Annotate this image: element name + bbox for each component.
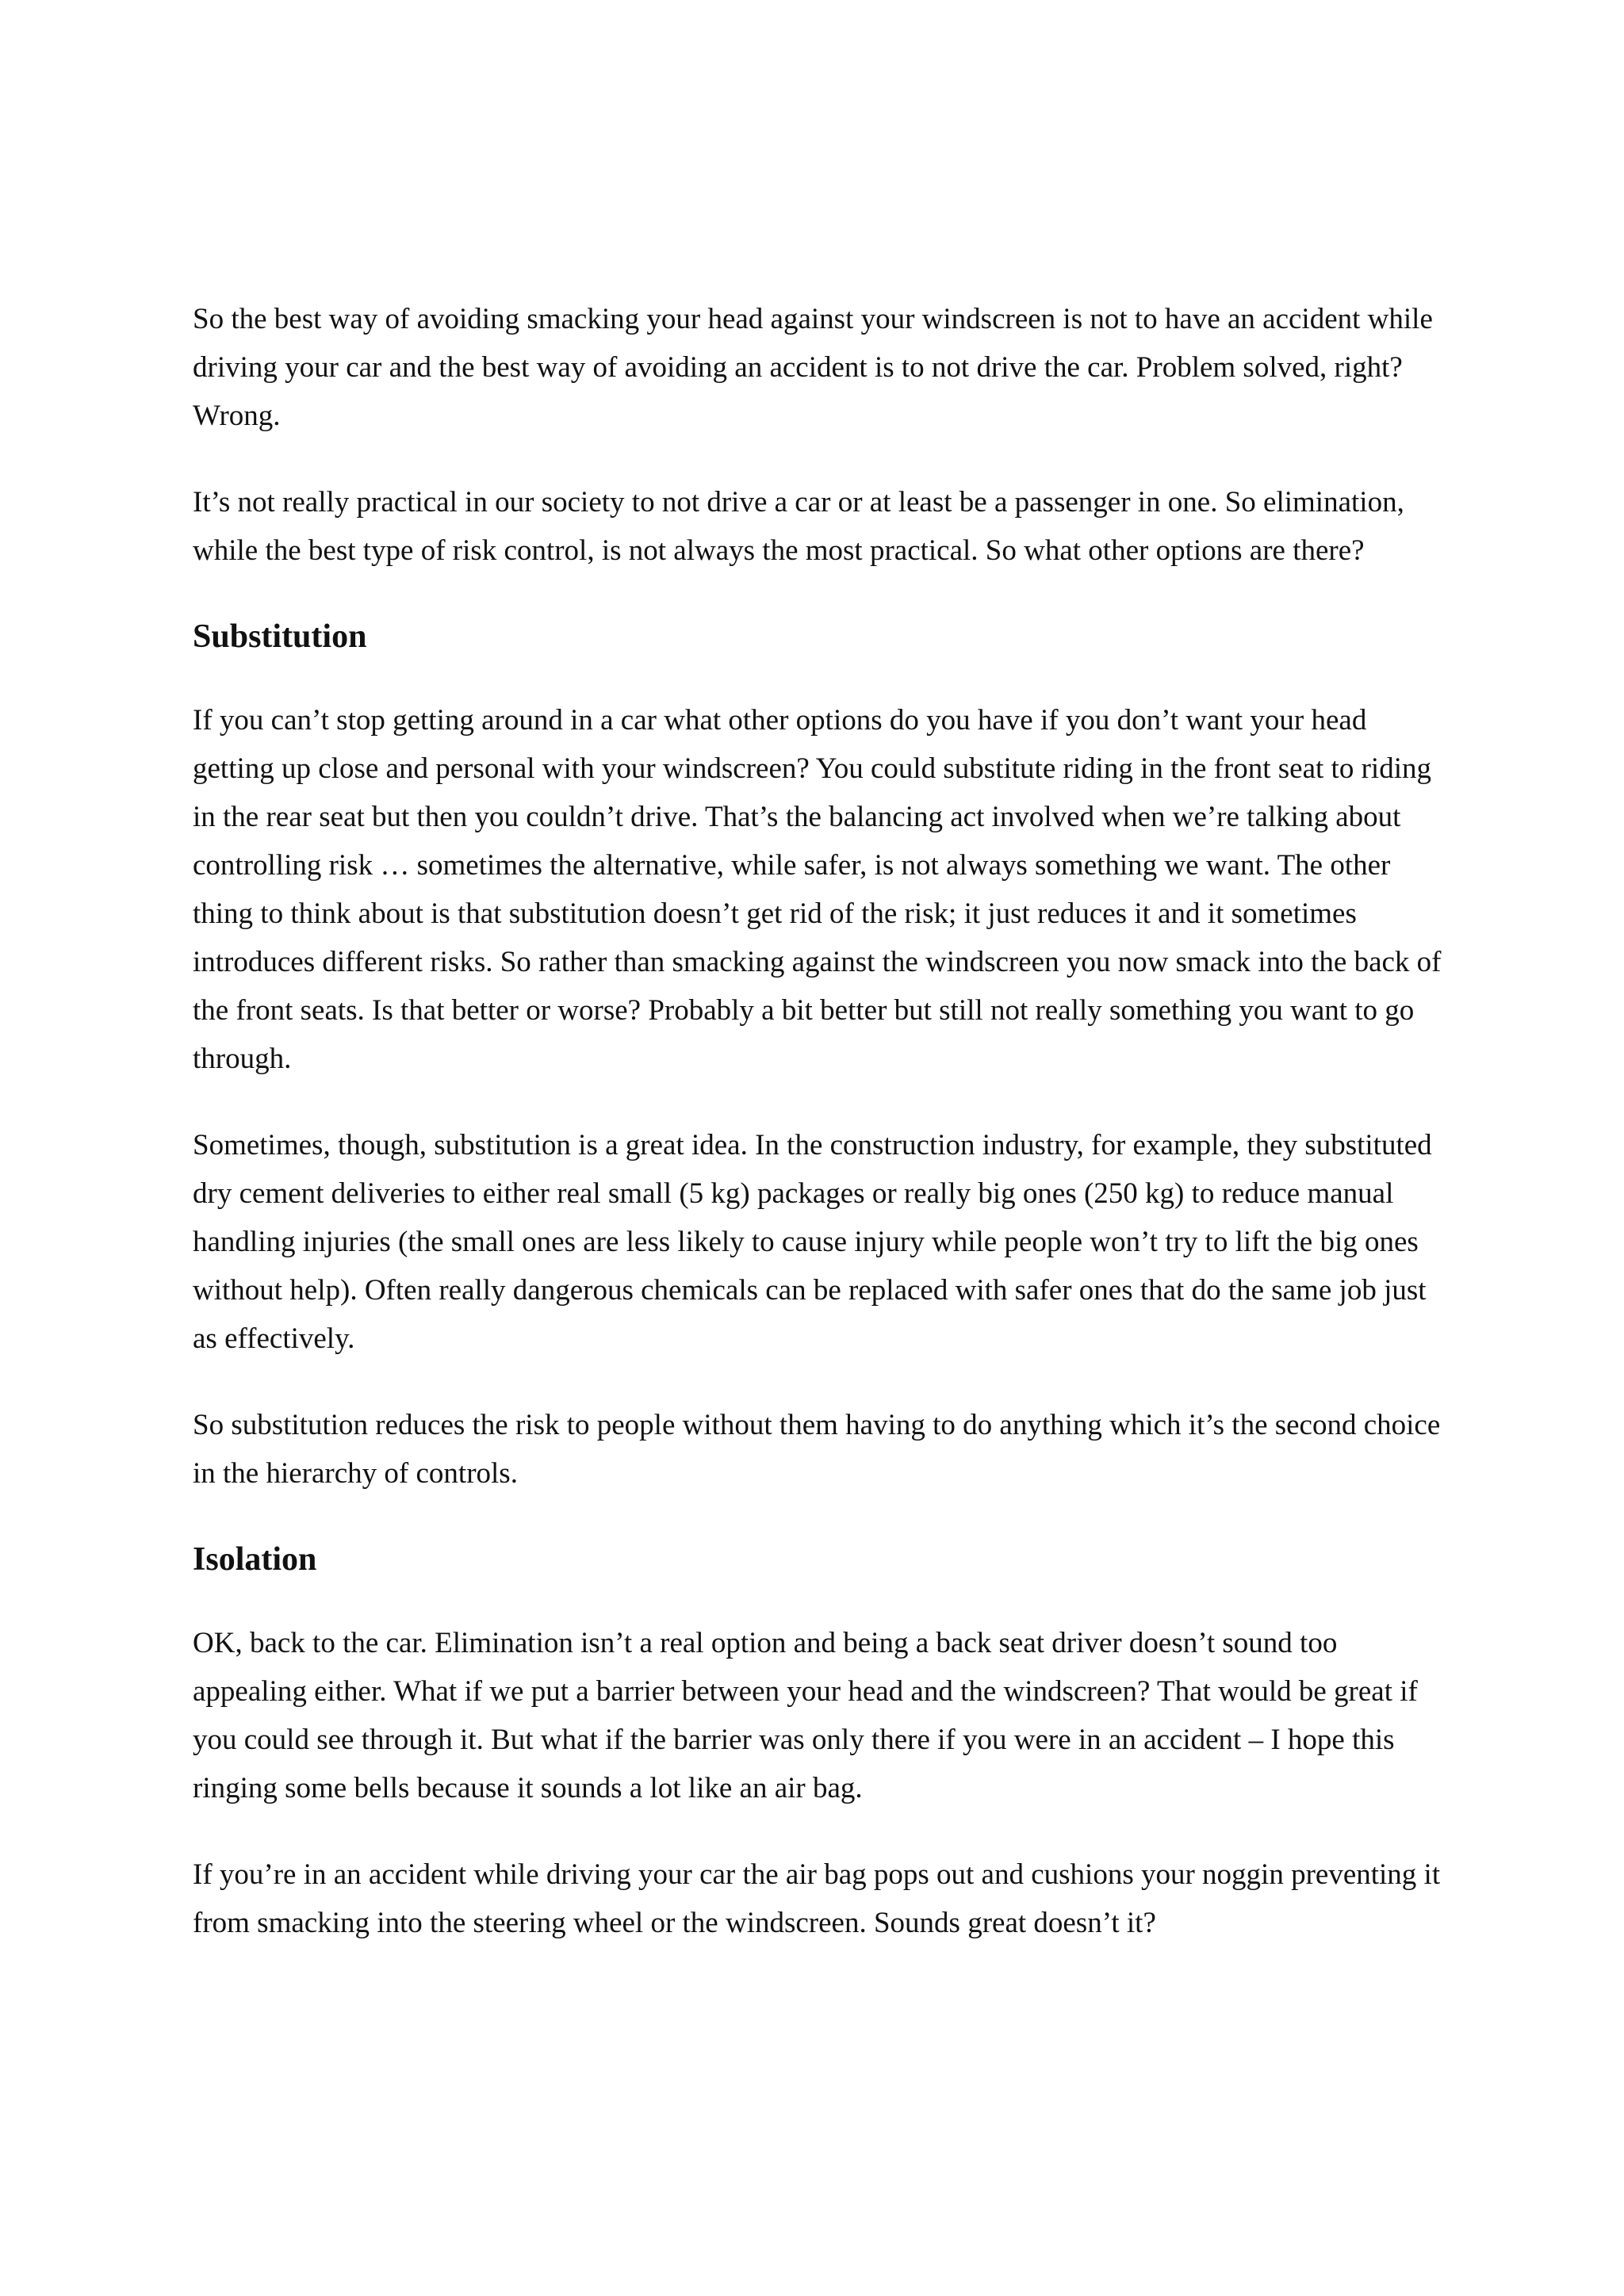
paragraph-isolation-airbag: If you’re in an accident while driving your car the air bag pops out and cushions your noggin preventing it from smacking into the steering wheel or the windscreen. Sounds great doesn’t it? — [193, 1858, 1441, 1939]
document-body — [193, 295, 1454, 1985]
heading-substitution: Substitution — [193, 618, 367, 655]
paragraph-substitution-car: If you can’t stop getting around in a car what other options do you have if you don’t want your head getting up close and personal with your windscreen? You could substitute riding in the front seat to riding in the rear seat but then you couldn’t drive. That’s the balancing act involved when we’re talking about controlling risk … sometimes the alternative, while safer, is not always something we want. The other thing to think about is that substitution doesn’t get rid of the risk; it just reduces it and it sometimes introduces different risks. So rather than smacking against the windscreen you now smack into the back of the front seats. Is that better or worse? Probably a bit better but still not really something you want to go through. — [193, 704, 1442, 1075]
paragraph-elimination-intro: So the best way of avoiding smacking your head against your windscreen is not to have an accident while driving your car and the best way of avoiding an accident is to not drive the car. Problem solved, right? Wrong. — [193, 303, 1433, 432]
paragraph-isolation-barrier: OK, back to the car. Elimination isn’t a real option and being a back seat driver doesn’t sound too appealing either. What if we put a barrier between your head and the windscreen? That would be great if you could see through it. But what if the barrier was only there if you were in an accident – I hope this ringing some bells because it sounds a lot like an air bag. — [193, 1627, 1418, 1804]
heading-isolation: Isolation — [193, 1541, 317, 1578]
paragraph-elimination-practicality: It’s not really practical in our society to not drive a car or at least be a passenger in one. So elimination, while the best type of risk control, is not always the most practical. So what other options are there? — [193, 486, 1404, 567]
paragraph-substitution-summary: So substitution reduces the risk to people without them having to do anything which it’s the second choice in the hierarchy of controls. — [193, 1409, 1441, 1490]
paragraph-substitution-construction: Sometimes, though, substitution is a great idea. In the construction industry, for example, they substituted dry cement deliveries to either real small (5 kg) packages or really big ones (250 kg) to reduce manual handling injuries (the small ones are less likely to cause injury while people won’t try to lift the big ones without help). Often really dangerous chemicals can be replaced with safer ones that do the same job just as effectively. — [193, 1129, 1432, 1355]
